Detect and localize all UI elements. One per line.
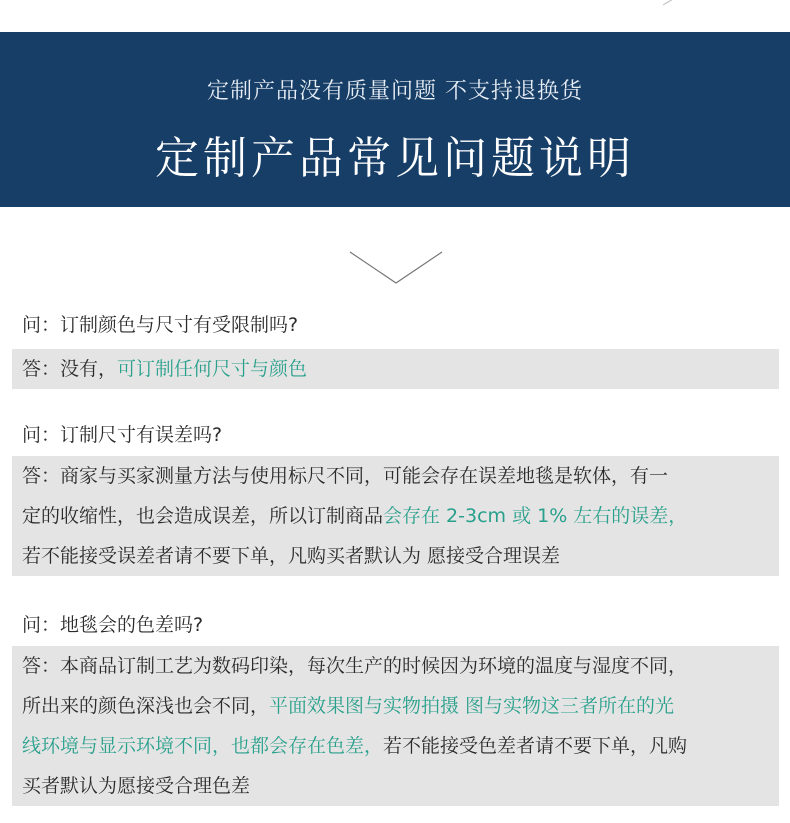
- faq-item-2: [12, 420, 779, 576]
- answer-segment: 若不能接受色差者请不要下单，凡购: [383, 735, 688, 757]
- answer-line: [22, 536, 769, 576]
- faq-question: 问：地毯会的色差吗?: [22, 614, 204, 636]
- answer-line: [22, 726, 769, 766]
- faq-item-1: [12, 310, 779, 389]
- answer-segment: 定的收缩性，也会造成误差，所以订制商品: [22, 505, 384, 527]
- answer-segment: 买者默认为愿接受合理色差: [22, 775, 251, 797]
- answer-highlight: 可订制任何尺寸与颜色: [117, 358, 308, 380]
- answer-segment: 答：本商品订制工艺为数码印染，每次生产的时候因为环境的温度与湿度不同，: [22, 655, 688, 677]
- banner-subtitle: 定制产品没有质量问题 不支持退换货: [207, 79, 583, 104]
- answer-segment: 答：没有，: [22, 358, 118, 380]
- top-tick-mark: [662, 0, 672, 5]
- answer-line: [22, 496, 769, 536]
- faq-answer: [12, 456, 779, 576]
- faq-answer: [12, 349, 779, 389]
- answer-highlight: 会存在 2-3cm 或 1% 左右的误差，: [383, 505, 688, 527]
- faq-item-3: [12, 610, 779, 806]
- answer-highlight: 平面效果图与实物拍摄 图与实物这三者所在的光: [269, 695, 675, 717]
- banner-title: 定制产品常见问题说明: [155, 133, 635, 184]
- top-strip: [0, 0, 790, 32]
- faq-question: 问：订制尺寸有误差吗?: [22, 424, 223, 446]
- faq-answer: [12, 646, 779, 806]
- faq-question: 问：订制颜色与尺寸有受限制吗?: [22, 314, 299, 336]
- chevron-down-icon: [349, 250, 443, 286]
- answer-segment: 答：商家与买家测量方法与使用标尺不同，可能会存在误差地毯是软体，有一: [22, 465, 669, 487]
- answer-line: [22, 646, 769, 686]
- answer-line: [22, 456, 769, 496]
- answer-line: [22, 766, 769, 806]
- answer-line: [22, 349, 769, 389]
- answer-line: [22, 686, 769, 726]
- header-banner: [0, 32, 790, 207]
- answer-segment: 所出来的颜色深浅也会不同，: [22, 695, 270, 717]
- answer-segment: 若不能接受误差者请不要下单，凡购买者默认为 愿接受合理误差: [22, 545, 561, 567]
- answer-highlight: 线环境与显示环境不同，也都会存在色差，: [22, 735, 384, 757]
